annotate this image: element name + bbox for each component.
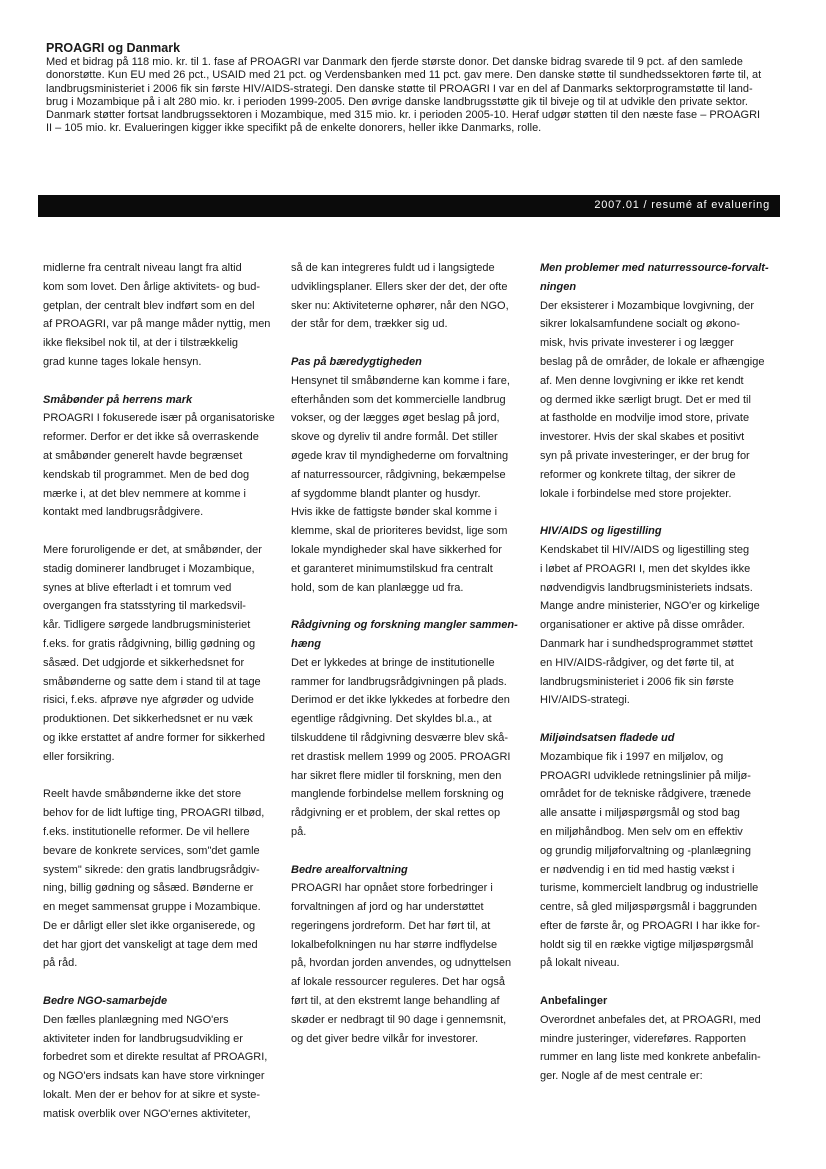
body-line: en miljøhåndbog. Men selv om en effektiv bbox=[540, 825, 743, 838]
body-line: misk, hvis private investerer i og lægger bbox=[540, 337, 734, 350]
body-line: nødvendigvis landbrugsministeriets indsats. bbox=[540, 581, 753, 594]
body-line: system" sikrede: den gratis landbrugsrådgiv- bbox=[43, 863, 260, 876]
body-line: organisationer er aktive på disse områder. bbox=[540, 619, 745, 632]
banner-label: 2007.01 / resumé af evaluering bbox=[594, 199, 770, 211]
body-line: Reelt havde småbønderne ikke det store bbox=[43, 788, 242, 801]
body-line: af lokale ressourcer reguleres. Det har også bbox=[291, 976, 505, 989]
body-line: kontakt med landbrugsrådgivere. bbox=[43, 506, 204, 519]
body-line: udviklingsplaner. Ellers sker der det, der ofte bbox=[291, 280, 508, 293]
section-banner bbox=[38, 195, 780, 217]
body-line: regeringens jordreform. Det har ført til, at bbox=[291, 919, 491, 932]
body-line: egentlige rådgivning. Det skyldes bl.a., at bbox=[291, 713, 492, 726]
body-line: klemme, skal de prioriteres bevidst, lige som bbox=[291, 525, 508, 538]
section-heading: Anbefalinger bbox=[540, 995, 608, 1008]
body-line: området for de tekniske rådgivere, trænede bbox=[540, 788, 751, 801]
body-line: ikke fleksibel nok til, at der i tilstrækkelig bbox=[43, 337, 239, 350]
body-line: og dermed ikke særligt brugt. Det er med til bbox=[540, 393, 751, 406]
body-line: har sikret flere midler til forskning, men den bbox=[291, 769, 502, 782]
body-line: Hvis ikke de fattigste bønder skal komme i bbox=[291, 506, 498, 519]
intro-line: brug i Mozambique på i alt 280 mio. kr. i perioden 1999-2005. Den øvrige danske landbrugsstøtte gik til biveje og til at udvikle den private sektor. bbox=[46, 95, 748, 108]
intro-line: landbrugsministeriet i 2006 fik sin første HIV/AIDS-strategi. Den danske støtte til PROAGRI I var en del af Danmarks sektorprogramstøtte til land- bbox=[46, 82, 753, 95]
body-line: investorer. Hvis der skal skabes et positivt bbox=[540, 431, 745, 444]
paragraph-gap bbox=[540, 973, 774, 992]
body-line: bevare de konkrete services, som"det gamle bbox=[43, 844, 260, 857]
body-line: midlerne fra centralt niveau langt fra altid bbox=[43, 262, 242, 274]
text-column-1 bbox=[43, 259, 275, 1124]
body-line: f.eks. for gratis rådgivning, billig gødning og bbox=[43, 637, 256, 650]
body-line: småbønderne og satte dem i stand til at tage bbox=[43, 675, 261, 688]
body-line: ført til, at den ekstremt lange behandling af bbox=[291, 995, 500, 1008]
body-line: en meget sammensat gruppe i Mozambique. bbox=[43, 901, 261, 914]
section-heading: Småbønder på herrens mark bbox=[43, 393, 193, 406]
body-line: af sygdomme blandt planter og husdyr. bbox=[291, 487, 481, 500]
body-line: efterhånden som det kommercielle landbrug bbox=[291, 393, 506, 406]
intro-line: Danmark støtter fortsat landbrugssektoren i Mozambique, med 315 mio. kr. i perioden 2005-10. Heraf udgør støtten til den næste fase – PROAGRI bbox=[46, 109, 761, 122]
body-line: Derimod er det ikke lykkedes at forbedre den bbox=[291, 694, 510, 707]
body-line: Hensynet til småbønderne kan komme i fare, bbox=[291, 374, 510, 387]
body-line: f.eks. institutionelle reformer. De vil hellere bbox=[43, 825, 250, 838]
body-line: skove og dyreliv til andre formål. Det stiller bbox=[291, 431, 498, 444]
body-line: på. bbox=[291, 825, 307, 838]
body-line: det har gjort det vanskeligt at tage dem med bbox=[43, 938, 258, 951]
section-heading: Bedre arealforvaltning bbox=[291, 863, 408, 876]
body-line: en HIV/AIDS-rådgiver, og det førte til, at bbox=[540, 656, 734, 669]
body-line: landbrugsministeriet i 2006 fik sin første bbox=[540, 675, 734, 688]
body-line: matisk overblik over NGO'ernes aktiviteter, bbox=[43, 1107, 251, 1120]
body-line: efter de første år, og PROAGRI I har ikke for- bbox=[540, 919, 761, 932]
body-line: og det giver bedre vilkår for investorer. bbox=[291, 1032, 479, 1045]
body-line: overgangen fra statsstyring til markedsvil- bbox=[43, 600, 246, 613]
body-line: lokale myndigheder skal have sikkerhed for bbox=[291, 543, 502, 556]
body-line: i løbet af PROAGRI I, men det skyldes ikke bbox=[540, 562, 751, 575]
body-line: lokale i forbindelse med store projekter. bbox=[540, 487, 732, 500]
paragraph-gap bbox=[540, 503, 774, 522]
body-line: forbedret som et direkte resultat af PROAGRI, bbox=[43, 1051, 268, 1064]
body-line: Der eksisterer i Mozambique lovgivning, der bbox=[540, 299, 754, 312]
body-line: af. Men denne lovgivning er ikke ret kendt bbox=[540, 374, 744, 387]
section-heading: HIV/AIDS og ligestilling bbox=[540, 525, 662, 538]
body-line: beslag på de områder, de lokale er afhængige bbox=[540, 355, 765, 368]
body-line: kom som lovet. Den årlige aktivitets- og bud- bbox=[43, 280, 261, 293]
body-line: vokser, og der lægges øget beslag på jord, bbox=[291, 412, 500, 425]
body-line: sikrer lokalsamfundene socialt og økono- bbox=[540, 318, 740, 331]
body-line: skøder er nedbragt til 90 dage i gennemsnit, bbox=[291, 1013, 507, 1026]
body-line: Overordnet anbefales det, at PROAGRI, med bbox=[540, 1013, 761, 1026]
text-column-2 bbox=[291, 259, 523, 1048]
body-line: rammer for landbrugsrådgivningen på plads. bbox=[291, 675, 507, 688]
text-column-3 bbox=[540, 259, 774, 1086]
intro-line: II – 105 mio. kr. Evalueringen kigger ikke specifikt på de enkelte donorers, heller ikke Danmarks, rolle. bbox=[46, 122, 542, 135]
body-line: grad kunne tages lokale hensyn. bbox=[43, 355, 202, 368]
paragraph-gap bbox=[43, 372, 275, 391]
body-line: såsæd. Det udgjorde et sikkerhedsnet for bbox=[43, 656, 245, 669]
body-line: ger. Nogle af de mest centrale er: bbox=[540, 1070, 703, 1083]
intro-line: Med et bidrag på 118 mio. kr. til 1. fase af PROAGRI var Danmark den fjerde største donor. Det danske bidrag svarede til 9 pct. af den samlede bbox=[46, 56, 743, 68]
body-line: rummer en lang liste med konkrete anbefalin- bbox=[540, 1051, 761, 1064]
body-line: sker nu: Aktiviteterne ophører, når den NGO, bbox=[291, 299, 509, 312]
body-line: holdt sig til en række vigtige miljøspørgsmål bbox=[540, 938, 754, 951]
body-line: øgede krav til myndighederne om forvaltning bbox=[291, 449, 509, 462]
body-line: på lokalt niveau. bbox=[540, 957, 620, 970]
body-line: Kendskabet til HIV/AIDS og ligestilling steg bbox=[540, 543, 750, 556]
intro-title: PROAGRI og Danmark bbox=[46, 41, 181, 55]
paragraph-gap bbox=[291, 334, 523, 353]
paragraph-gap bbox=[291, 842, 523, 861]
intro-line: donorstøtte. Kun EU med 26 pct., USAID med 21 pct. og Verdensbanken med 11 pct. gav mere. Den danske støtte til sundhedssektoren førte til, at bbox=[46, 69, 762, 82]
body-line: syn på private investeringer, er der brug for bbox=[540, 449, 750, 462]
body-line: Det er lykkedes at bringe de institutionelle bbox=[291, 656, 495, 669]
body-line: lokalbefolkningen nu har større indflydelse bbox=[291, 938, 498, 951]
body-line: eller forsikring. bbox=[43, 750, 115, 763]
body-line: rådgivning er et problem, der skal rettes op bbox=[291, 807, 501, 820]
paragraph-gap bbox=[43, 522, 275, 541]
body-line: HIV/AIDS-strategi. bbox=[540, 694, 630, 707]
body-line: Mange andre ministerier, NGO'er og kirkelige bbox=[540, 600, 760, 613]
paragraph-gap bbox=[291, 597, 523, 616]
body-line: Danmark har i sundhedsprogrammet støttet bbox=[540, 637, 753, 650]
section-heading: Miljøindsatsen fladede ud bbox=[540, 731, 675, 744]
paragraph-gap bbox=[43, 973, 275, 992]
body-line: kår. Tidligere sørgede landbrugsministeriet bbox=[43, 619, 251, 632]
section-heading: hæng bbox=[291, 637, 321, 650]
body-line: er nødvendig i en tid med hastig vækst i bbox=[540, 863, 735, 876]
body-line: reformer og konkrete tiltag, der sikrer de bbox=[540, 468, 736, 481]
intro-box bbox=[46, 40, 774, 136]
section-heading: ningen bbox=[540, 280, 577, 293]
body-line: at småbønder generelt havde begrænset bbox=[43, 449, 243, 462]
body-line: aktiviteter inden for landbrugsudvikling er bbox=[43, 1032, 243, 1045]
paragraph-gap bbox=[43, 767, 275, 786]
paragraph-gap bbox=[540, 710, 774, 729]
body-line: ret drastisk mellem 1999 og 2005. PROAGRI bbox=[291, 750, 511, 763]
body-line: kendskab til programmet. Men de bed dog bbox=[43, 468, 250, 481]
body-line: getplan, der centralt blev indført som en del bbox=[43, 299, 255, 312]
section-heading: Rådgivning og forskning mangler sammen- bbox=[291, 619, 518, 632]
body-line: PROAGRI I fokuserede især på organisatoriske bbox=[43, 412, 275, 425]
body-line: PROAGRI udviklede retningslinier på miljø- bbox=[540, 769, 751, 782]
body-line: og grundig miljøforvaltning og -planlægning bbox=[540, 844, 751, 857]
body-line: alle ansatte i miljøspørgsmål og stod bag bbox=[540, 807, 740, 820]
body-line: De er dårligt eller slet ikke organiserede, og bbox=[43, 919, 256, 932]
body-line: og NGO'ers indsats kan have store virkninger bbox=[43, 1070, 265, 1083]
section-heading: Bedre NGO-samarbejde bbox=[43, 995, 168, 1008]
body-line: et garanteret minimumstilskud fra centralt bbox=[291, 562, 493, 575]
body-line: og ikke erstattet af andre former for sikkerhed bbox=[43, 731, 265, 744]
section-heading: Pas på bæredygtigheden bbox=[291, 355, 422, 368]
section-heading: Men problemer med naturressource-forvalt- bbox=[540, 262, 769, 274]
body-line: Mere foruroligende er det, at småbønder, der bbox=[43, 543, 262, 556]
body-line: ning, billig gødning og såsæd. Bønderne er bbox=[43, 882, 254, 895]
body-line: at fastholde en modvilje imod store, private bbox=[540, 412, 750, 425]
body-line: forvaltningen af jord og har understøttet bbox=[291, 901, 484, 914]
body-line: PROAGRI har opnået store forbedringer i bbox=[291, 882, 493, 895]
body-line: på råd. bbox=[43, 957, 78, 970]
body-line: af naturressourcer, rådgivning, bekæmpelse bbox=[291, 468, 506, 481]
body-line: produktionen. Det sikkerhedsnet er nu væk bbox=[43, 713, 253, 726]
body-line: så de kan integreres fuldt ud i langsigtede bbox=[291, 262, 495, 274]
body-line: Mozambique fik i 1997 en miljølov, og bbox=[540, 750, 724, 763]
body-line: centre, så gled miljøspørgsmål i baggrunden bbox=[540, 901, 758, 914]
body-line: tilskuddene til rådgivning desværre blev skå- bbox=[291, 731, 509, 744]
body-line: turisme, kommercielt landbrug og industrielle bbox=[540, 882, 759, 895]
body-line: synes at blive efterladt i et tomrum ved bbox=[43, 581, 232, 594]
body-line: af PROAGRI, var på mange måder nyttig, men bbox=[43, 318, 271, 331]
body-line: der står for dem, trækker sig ud. bbox=[291, 318, 448, 331]
body-line: manglende forbindelse mellem forskning og bbox=[291, 788, 504, 801]
body-line: reformer. Derfor er det ikke så overraskende bbox=[43, 431, 259, 444]
body-line: mærke i, at det blev nemmere at komme i bbox=[43, 487, 246, 500]
body-line: risici, f.eks. afprøve nye afgrøder og udvide bbox=[43, 694, 254, 707]
body-line: stadig dominerer landbruget i Mozambique, bbox=[43, 562, 255, 575]
intro-text bbox=[46, 56, 774, 136]
body-line: hold, som de kan planlægge ud fra. bbox=[291, 581, 464, 594]
body-line: Den fælles planlægning med NGO'ers bbox=[43, 1013, 229, 1026]
body-line: behov for de lidt luftige ting, PROAGRI tilbød, bbox=[43, 807, 265, 820]
body-line: på, hvordan jorden anvendes, og udnyttelsen bbox=[291, 957, 512, 970]
body-line: lokalt. Men der er behov for at sikre et syste- bbox=[43, 1089, 261, 1102]
body-line: mindre justeringer, videreføres. Rapporten bbox=[540, 1032, 747, 1045]
